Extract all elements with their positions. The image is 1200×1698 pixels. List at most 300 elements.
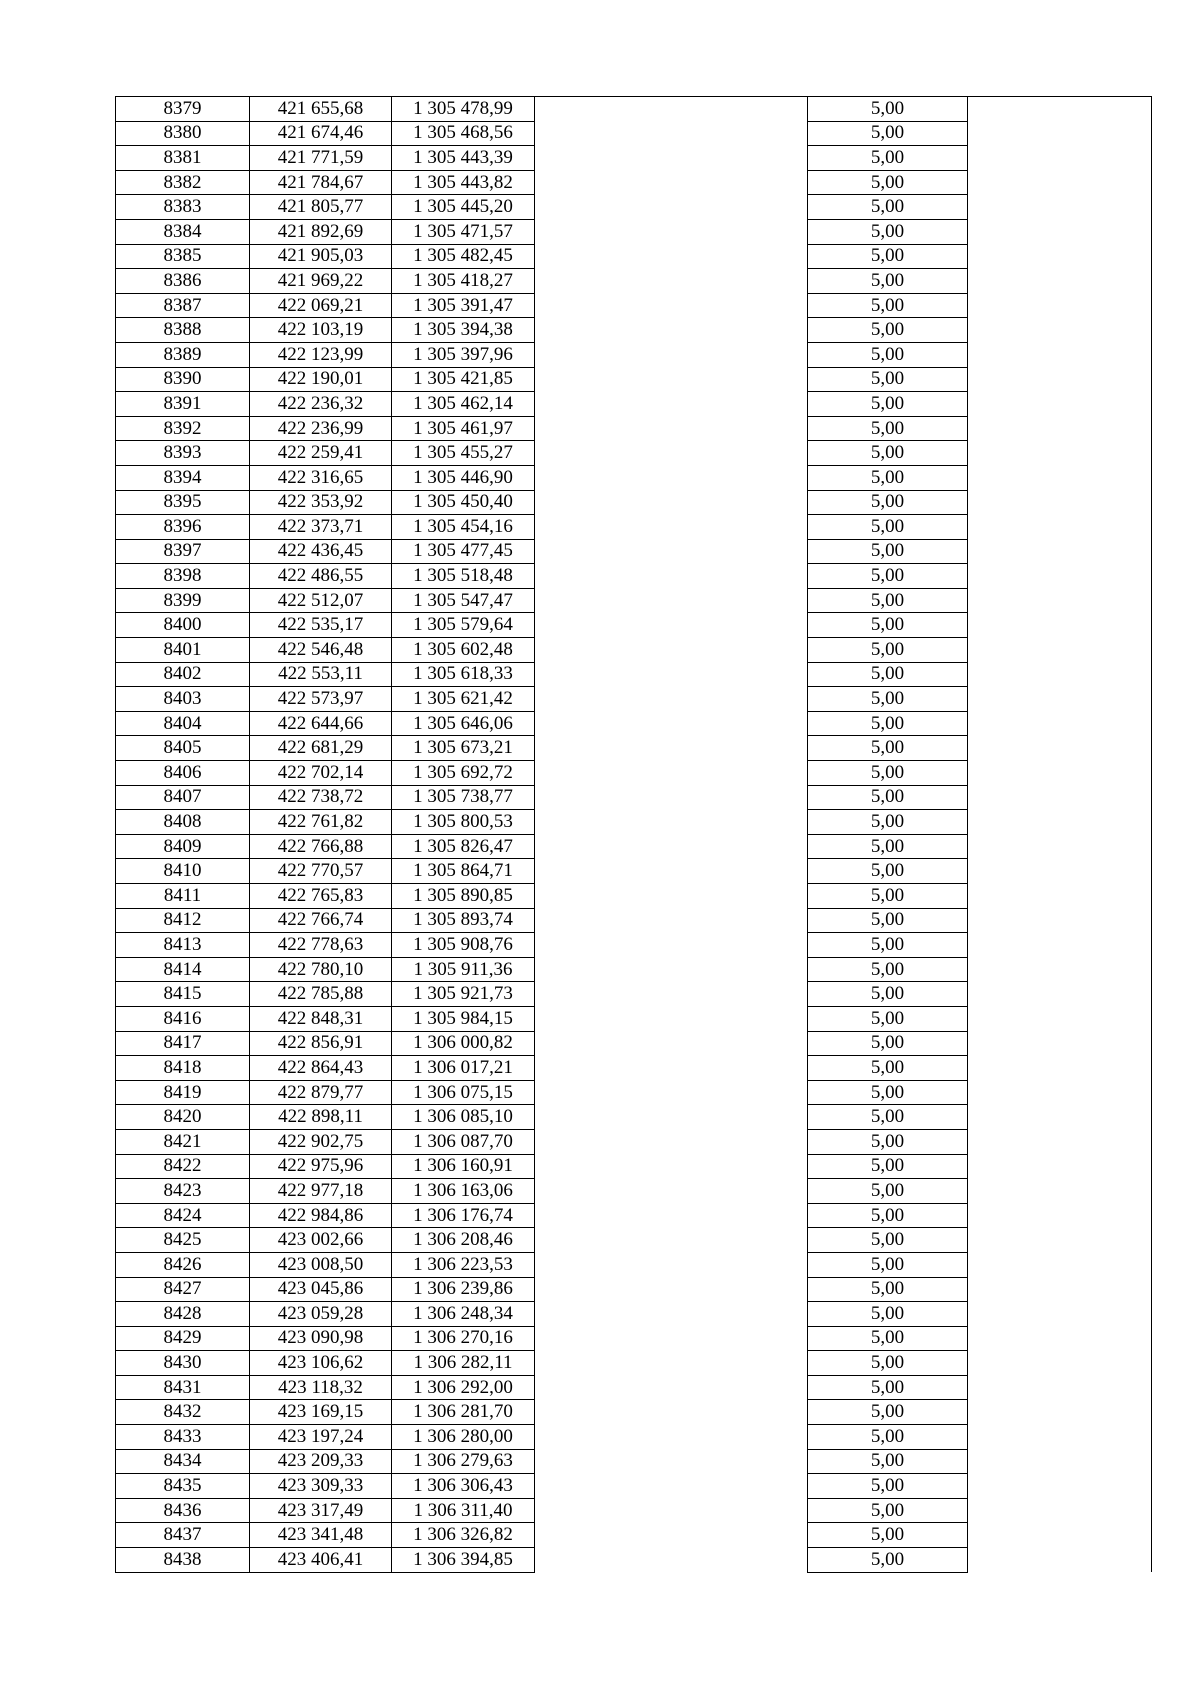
value-cell: 5,00 <box>808 785 968 810</box>
empty-cell <box>535 416 808 441</box>
value-cell: 5,00 <box>808 1080 968 1105</box>
table-row <box>116 834 1152 859</box>
empty-cell <box>968 195 1152 220</box>
empty-cell <box>535 908 808 933</box>
empty-cell <box>968 392 1152 417</box>
x-coordinate-cell: 423 341,48 <box>250 1523 392 1548</box>
value-cell: 5,00 <box>808 908 968 933</box>
value-cell: 5,00 <box>808 244 968 269</box>
empty-cell <box>535 1548 808 1573</box>
empty-cell <box>968 146 1152 171</box>
empty-cell <box>535 982 808 1007</box>
empty-cell <box>535 736 808 761</box>
value-cell: 5,00 <box>808 1498 968 1523</box>
empty-cell <box>535 1302 808 1327</box>
x-coordinate-cell: 422 780,10 <box>250 957 392 982</box>
x-coordinate-cell: 423 197,24 <box>250 1425 392 1450</box>
empty-cell <box>535 1474 808 1499</box>
empty-cell <box>535 1228 808 1253</box>
y-coordinate-cell: 1 305 579,64 <box>392 613 535 638</box>
y-coordinate-cell: 1 306 282,11 <box>392 1351 535 1376</box>
value-cell: 5,00 <box>808 1523 968 1548</box>
value-cell: 5,00 <box>808 293 968 318</box>
point-number-cell: 8396 <box>116 515 250 540</box>
point-number-cell: 8380 <box>116 121 250 146</box>
x-coordinate-cell: 422 738,72 <box>250 785 392 810</box>
table-row <box>116 1179 1152 1204</box>
x-coordinate-cell: 422 681,29 <box>250 736 392 761</box>
value-cell: 5,00 <box>808 711 968 736</box>
empty-cell <box>968 1080 1152 1105</box>
x-coordinate-cell: 421 655,68 <box>250 97 392 122</box>
point-number-cell: 8424 <box>116 1203 250 1228</box>
table-row <box>116 1474 1152 1499</box>
table-row <box>116 1031 1152 1056</box>
table-row <box>116 613 1152 638</box>
table-row <box>116 1326 1152 1351</box>
empty-cell <box>535 1375 808 1400</box>
empty-cell <box>968 1474 1152 1499</box>
empty-cell <box>968 416 1152 441</box>
empty-cell <box>968 441 1152 466</box>
point-number-cell: 8407 <box>116 785 250 810</box>
x-coordinate-cell: 423 209,33 <box>250 1449 392 1474</box>
empty-cell <box>968 293 1152 318</box>
x-coordinate-cell: 422 259,41 <box>250 441 392 466</box>
empty-cell <box>535 785 808 810</box>
empty-cell <box>968 1523 1152 1548</box>
y-coordinate-cell: 1 305 468,56 <box>392 121 535 146</box>
empty-cell <box>968 662 1152 687</box>
point-number-cell: 8389 <box>116 342 250 367</box>
value-cell: 5,00 <box>808 933 968 958</box>
empty-cell <box>535 711 808 736</box>
empty-cell <box>968 957 1152 982</box>
value-cell: 5,00 <box>808 1351 968 1376</box>
empty-cell <box>968 97 1152 122</box>
point-number-cell: 8402 <box>116 662 250 687</box>
table-row <box>116 342 1152 367</box>
point-number-cell: 8397 <box>116 539 250 564</box>
point-number-cell: 8387 <box>116 293 250 318</box>
x-coordinate-cell: 423 118,32 <box>250 1375 392 1400</box>
y-coordinate-cell: 1 305 602,48 <box>392 638 535 663</box>
point-number-cell: 8414 <box>116 957 250 982</box>
x-coordinate-cell: 421 905,03 <box>250 244 392 269</box>
empty-cell <box>535 97 808 122</box>
empty-cell <box>968 711 1152 736</box>
table-row <box>116 785 1152 810</box>
empty-cell <box>968 1105 1152 1130</box>
value-cell: 5,00 <box>808 588 968 613</box>
value-cell: 5,00 <box>808 859 968 884</box>
x-coordinate-cell: 422 702,14 <box>250 761 392 786</box>
table-row <box>116 1400 1152 1425</box>
table-row <box>116 908 1152 933</box>
y-coordinate-cell: 1 305 397,96 <box>392 342 535 367</box>
y-coordinate-cell: 1 306 000,82 <box>392 1031 535 1056</box>
point-number-cell: 8391 <box>116 392 250 417</box>
y-coordinate-cell: 1 305 646,06 <box>392 711 535 736</box>
value-cell: 5,00 <box>808 982 968 1007</box>
empty-cell <box>535 588 808 613</box>
value-cell: 5,00 <box>808 121 968 146</box>
empty-cell <box>535 1252 808 1277</box>
empty-cell <box>968 884 1152 909</box>
empty-cell <box>968 908 1152 933</box>
point-number-cell: 8401 <box>116 638 250 663</box>
empty-cell <box>535 834 808 859</box>
x-coordinate-cell: 422 761,82 <box>250 810 392 835</box>
x-coordinate-cell: 422 486,55 <box>250 564 392 589</box>
empty-cell <box>968 785 1152 810</box>
value-cell: 5,00 <box>808 884 968 909</box>
y-coordinate-cell: 1 306 085,10 <box>392 1105 535 1130</box>
y-coordinate-cell: 1 306 087,70 <box>392 1129 535 1154</box>
empty-cell <box>968 269 1152 294</box>
point-number-cell: 8419 <box>116 1080 250 1105</box>
empty-cell <box>968 465 1152 490</box>
y-coordinate-cell: 1 306 163,06 <box>392 1179 535 1204</box>
value-cell: 5,00 <box>808 416 968 441</box>
empty-cell <box>535 1400 808 1425</box>
x-coordinate-cell: 422 512,07 <box>250 588 392 613</box>
value-cell: 5,00 <box>808 1129 968 1154</box>
empty-cell <box>968 1351 1152 1376</box>
x-coordinate-cell: 422 353,92 <box>250 490 392 515</box>
point-number-cell: 8399 <box>116 588 250 613</box>
value-cell: 5,00 <box>808 1056 968 1081</box>
empty-cell <box>535 884 808 909</box>
y-coordinate-cell: 1 305 391,47 <box>392 293 535 318</box>
value-cell: 5,00 <box>808 1203 968 1228</box>
point-number-cell: 8398 <box>116 564 250 589</box>
table-row <box>116 416 1152 441</box>
y-coordinate-cell: 1 306 160,91 <box>392 1154 535 1179</box>
table-row <box>116 170 1152 195</box>
y-coordinate-cell: 1 305 864,71 <box>392 859 535 884</box>
table-row <box>116 736 1152 761</box>
point-number-cell: 8421 <box>116 1129 250 1154</box>
empty-cell <box>535 269 808 294</box>
empty-cell <box>968 1277 1152 1302</box>
table-row <box>116 1154 1152 1179</box>
y-coordinate-cell: 1 305 478,99 <box>392 97 535 122</box>
value-cell: 5,00 <box>808 613 968 638</box>
y-coordinate-cell: 1 306 075,15 <box>392 1080 535 1105</box>
x-coordinate-cell: 421 784,67 <box>250 170 392 195</box>
point-number-cell: 8426 <box>116 1252 250 1277</box>
value-cell: 5,00 <box>808 146 968 171</box>
empty-cell <box>968 1326 1152 1351</box>
y-coordinate-cell: 1 305 462,14 <box>392 392 535 417</box>
empty-cell <box>968 1031 1152 1056</box>
x-coordinate-cell: 423 317,49 <box>250 1498 392 1523</box>
empty-cell <box>535 1105 808 1130</box>
value-cell: 5,00 <box>808 1474 968 1499</box>
y-coordinate-cell: 1 305 890,85 <box>392 884 535 909</box>
x-coordinate-cell: 422 902,75 <box>250 1129 392 1154</box>
empty-cell <box>535 1449 808 1474</box>
point-number-cell: 8429 <box>116 1326 250 1351</box>
point-number-cell: 8433 <box>116 1425 250 1450</box>
value-cell: 5,00 <box>808 1425 968 1450</box>
empty-cell <box>535 933 808 958</box>
value-cell: 5,00 <box>808 1252 968 1277</box>
table-row <box>116 293 1152 318</box>
x-coordinate-cell: 423 002,66 <box>250 1228 392 1253</box>
x-coordinate-cell: 423 045,86 <box>250 1277 392 1302</box>
y-coordinate-cell: 1 306 311,40 <box>392 1498 535 1523</box>
table-row <box>116 711 1152 736</box>
point-number-cell: 8381 <box>116 146 250 171</box>
x-coordinate-cell: 423 059,28 <box>250 1302 392 1327</box>
point-number-cell: 8400 <box>116 613 250 638</box>
point-number-cell: 8435 <box>116 1474 250 1499</box>
empty-cell <box>535 170 808 195</box>
y-coordinate-cell: 1 306 176,74 <box>392 1203 535 1228</box>
empty-cell <box>968 1252 1152 1277</box>
x-coordinate-cell: 422 190,01 <box>250 367 392 392</box>
x-coordinate-cell: 422 856,91 <box>250 1031 392 1056</box>
value-cell: 5,00 <box>808 1302 968 1327</box>
point-number-cell: 8423 <box>116 1179 250 1204</box>
y-coordinate-cell: 1 305 418,27 <box>392 269 535 294</box>
empty-cell <box>535 1080 808 1105</box>
value-cell: 5,00 <box>808 1375 968 1400</box>
value-cell: 5,00 <box>808 441 968 466</box>
value-cell: 5,00 <box>808 1179 968 1204</box>
point-number-cell: 8425 <box>116 1228 250 1253</box>
y-coordinate-cell: 1 305 450,40 <box>392 490 535 515</box>
empty-cell <box>968 367 1152 392</box>
empty-cell <box>968 244 1152 269</box>
empty-cell <box>535 957 808 982</box>
value-cell: 5,00 <box>808 957 968 982</box>
empty-cell <box>968 834 1152 859</box>
table-row <box>116 1498 1152 1523</box>
table-row <box>116 884 1152 909</box>
x-coordinate-cell: 422 975,96 <box>250 1154 392 1179</box>
empty-cell <box>968 1154 1152 1179</box>
empty-cell <box>535 662 808 687</box>
point-number-cell: 8428 <box>116 1302 250 1327</box>
empty-cell <box>535 318 808 343</box>
value-cell: 5,00 <box>808 564 968 589</box>
x-coordinate-cell: 422 546,48 <box>250 638 392 663</box>
point-number-cell: 8417 <box>116 1031 250 1056</box>
empty-cell <box>968 638 1152 663</box>
y-coordinate-cell: 1 305 394,38 <box>392 318 535 343</box>
empty-cell <box>535 859 808 884</box>
x-coordinate-cell: 422 644,66 <box>250 711 392 736</box>
empty-cell <box>968 1498 1152 1523</box>
x-coordinate-cell: 422 765,83 <box>250 884 392 909</box>
x-coordinate-cell: 422 879,77 <box>250 1080 392 1105</box>
empty-cell <box>968 982 1152 1007</box>
empty-cell <box>535 1031 808 1056</box>
table-row <box>116 318 1152 343</box>
table-row <box>116 465 1152 490</box>
y-coordinate-cell: 1 305 518,48 <box>392 564 535 589</box>
value-cell: 5,00 <box>808 761 968 786</box>
empty-cell <box>535 392 808 417</box>
value-cell: 5,00 <box>808 662 968 687</box>
table-row <box>116 1302 1152 1327</box>
value-cell: 5,00 <box>808 1449 968 1474</box>
table-row <box>116 515 1152 540</box>
point-number-cell: 8392 <box>116 416 250 441</box>
empty-cell <box>535 515 808 540</box>
table-row <box>116 957 1152 982</box>
table-row <box>116 195 1152 220</box>
empty-cell <box>535 342 808 367</box>
point-number-cell: 8403 <box>116 687 250 712</box>
x-coordinate-cell: 422 535,17 <box>250 613 392 638</box>
value-cell: 5,00 <box>808 1277 968 1302</box>
y-coordinate-cell: 1 305 692,72 <box>392 761 535 786</box>
table-row <box>116 638 1152 663</box>
y-coordinate-cell: 1 305 421,85 <box>392 367 535 392</box>
y-coordinate-cell: 1 306 208,46 <box>392 1228 535 1253</box>
y-coordinate-cell: 1 306 223,53 <box>392 1252 535 1277</box>
empty-cell <box>968 736 1152 761</box>
x-coordinate-cell: 422 123,99 <box>250 342 392 367</box>
table-row <box>116 1375 1152 1400</box>
table-row <box>116 244 1152 269</box>
empty-cell <box>968 170 1152 195</box>
empty-cell <box>968 490 1152 515</box>
y-coordinate-cell: 1 306 239,86 <box>392 1277 535 1302</box>
point-number-cell: 8411 <box>116 884 250 909</box>
value-cell: 5,00 <box>808 490 968 515</box>
point-number-cell: 8393 <box>116 441 250 466</box>
point-number-cell: 8420 <box>116 1105 250 1130</box>
x-coordinate-cell: 421 805,77 <box>250 195 392 220</box>
table-row <box>116 662 1152 687</box>
x-coordinate-cell: 422 864,43 <box>250 1056 392 1081</box>
y-coordinate-cell: 1 306 292,00 <box>392 1375 535 1400</box>
table-row <box>116 490 1152 515</box>
empty-cell <box>968 1056 1152 1081</box>
y-coordinate-cell: 1 305 445,20 <box>392 195 535 220</box>
empty-cell <box>535 1179 808 1204</box>
table-row <box>116 1425 1152 1450</box>
x-coordinate-cell: 423 008,50 <box>250 1252 392 1277</box>
x-coordinate-cell: 421 674,46 <box>250 121 392 146</box>
x-coordinate-cell: 423 406,41 <box>250 1548 392 1573</box>
value-cell: 5,00 <box>808 1326 968 1351</box>
empty-cell <box>968 121 1152 146</box>
x-coordinate-cell: 422 573,97 <box>250 687 392 712</box>
y-coordinate-cell: 1 305 443,82 <box>392 170 535 195</box>
x-coordinate-cell: 422 848,31 <box>250 1006 392 1031</box>
table-row <box>116 1523 1152 1548</box>
value-cell: 5,00 <box>808 367 968 392</box>
y-coordinate-cell: 1 306 280,00 <box>392 1425 535 1450</box>
empty-cell <box>535 244 808 269</box>
y-coordinate-cell: 1 306 248,34 <box>392 1302 535 1327</box>
empty-cell <box>535 613 808 638</box>
y-coordinate-cell: 1 305 461,97 <box>392 416 535 441</box>
value-cell: 5,00 <box>808 810 968 835</box>
point-number-cell: 8388 <box>116 318 250 343</box>
table-row <box>116 1080 1152 1105</box>
empty-cell <box>968 219 1152 244</box>
table-row <box>116 1449 1152 1474</box>
empty-cell <box>968 761 1152 786</box>
empty-cell <box>968 539 1152 564</box>
value-cell: 5,00 <box>808 269 968 294</box>
empty-cell <box>968 1302 1152 1327</box>
x-coordinate-cell: 422 984,86 <box>250 1203 392 1228</box>
y-coordinate-cell: 1 305 800,53 <box>392 810 535 835</box>
table-row <box>116 982 1152 1007</box>
x-coordinate-cell: 422 316,65 <box>250 465 392 490</box>
empty-cell <box>535 219 808 244</box>
table-row <box>116 1056 1152 1081</box>
x-coordinate-cell: 422 766,88 <box>250 834 392 859</box>
value-cell: 5,00 <box>808 1548 968 1573</box>
empty-cell <box>968 687 1152 712</box>
value-cell: 5,00 <box>808 170 968 195</box>
point-number-cell: 8434 <box>116 1449 250 1474</box>
y-coordinate-cell: 1 305 454,16 <box>392 515 535 540</box>
x-coordinate-cell: 422 236,32 <box>250 392 392 417</box>
value-cell: 5,00 <box>808 1400 968 1425</box>
empty-cell <box>535 1154 808 1179</box>
value-cell: 5,00 <box>808 219 968 244</box>
empty-cell <box>535 539 808 564</box>
empty-cell <box>535 810 808 835</box>
point-number-cell: 8384 <box>116 219 250 244</box>
empty-cell <box>968 933 1152 958</box>
y-coordinate-cell: 1 306 326,82 <box>392 1523 535 1548</box>
y-coordinate-cell: 1 305 618,33 <box>392 662 535 687</box>
value-cell: 5,00 <box>808 1228 968 1253</box>
empty-cell <box>535 1351 808 1376</box>
empty-cell <box>968 1400 1152 1425</box>
empty-cell <box>968 564 1152 589</box>
y-coordinate-cell: 1 305 738,77 <box>392 785 535 810</box>
table-row <box>116 687 1152 712</box>
empty-cell <box>968 588 1152 613</box>
value-cell: 5,00 <box>808 465 968 490</box>
point-number-cell: 8406 <box>116 761 250 786</box>
table-row <box>116 1203 1152 1228</box>
y-coordinate-cell: 1 305 893,74 <box>392 908 535 933</box>
point-number-cell: 8379 <box>116 97 250 122</box>
y-coordinate-cell: 1 305 455,27 <box>392 441 535 466</box>
y-coordinate-cell: 1 306 279,63 <box>392 1449 535 1474</box>
point-number-cell: 8385 <box>116 244 250 269</box>
x-coordinate-cell: 423 169,15 <box>250 1400 392 1425</box>
x-coordinate-cell: 422 373,71 <box>250 515 392 540</box>
empty-cell <box>968 613 1152 638</box>
value-cell: 5,00 <box>808 834 968 859</box>
point-number-cell: 8413 <box>116 933 250 958</box>
point-number-cell: 8410 <box>116 859 250 884</box>
empty-cell <box>535 761 808 786</box>
point-number-cell: 8395 <box>116 490 250 515</box>
x-coordinate-cell: 422 898,11 <box>250 1105 392 1130</box>
empty-cell <box>535 367 808 392</box>
coordinates-table-body <box>116 97 1152 1573</box>
empty-cell <box>535 293 808 318</box>
point-number-cell: 8422 <box>116 1154 250 1179</box>
value-cell: 5,00 <box>808 1031 968 1056</box>
table-row <box>116 539 1152 564</box>
